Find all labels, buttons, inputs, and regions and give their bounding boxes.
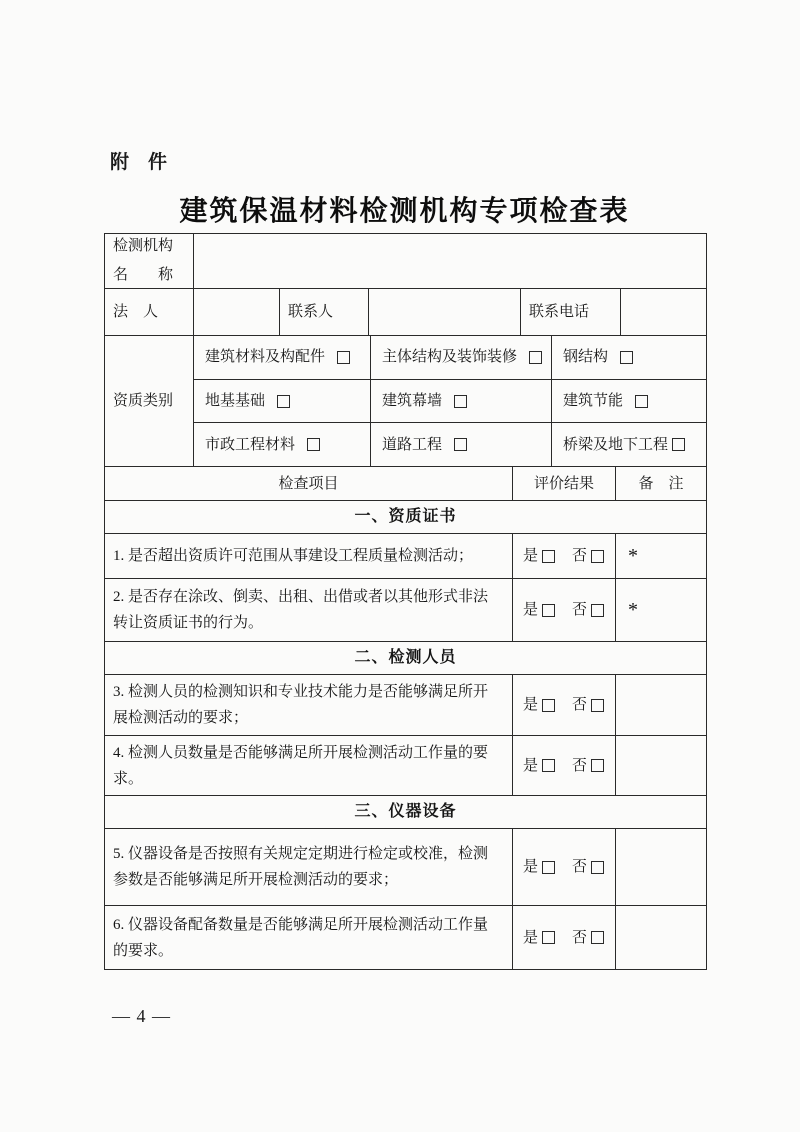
checkbox-icon [337, 351, 350, 364]
legal-person-field [194, 289, 280, 336]
inspection-form-table [104, 233, 707, 970]
page-number: — 4 — [112, 1006, 171, 1026]
item-text: 1. 是否超出资质许可范围从事建设工程质量检测活动； [105, 534, 513, 579]
qualification-options-grid [194, 336, 706, 467]
checkbox-icon [277, 395, 290, 408]
checklist-item-row [105, 675, 706, 736]
qual-option-label: 建筑材料及构配件 [205, 349, 326, 366]
no-checkbox-icon [591, 550, 604, 563]
checkbox-icon [620, 351, 633, 364]
phone-field [621, 289, 706, 336]
yes-checkbox-icon [542, 604, 555, 617]
qual-option-label: 地基基础 [205, 393, 266, 409]
attachment-label: 附 件 [110, 152, 168, 173]
qual-option-label: 钢结构 [563, 349, 609, 366]
yes-label: 是 [523, 929, 539, 946]
no-label: 否 [572, 929, 588, 946]
qual-option [552, 336, 706, 380]
no-checkbox-icon [591, 699, 604, 712]
qual-option [371, 336, 552, 380]
checklist-item-row [105, 829, 706, 906]
section-header-row [105, 796, 706, 829]
result-cell [513, 736, 616, 796]
remark-cell: * [616, 534, 706, 579]
qual-option [194, 336, 371, 380]
remark-cell [616, 675, 706, 736]
yes-checkbox-icon [542, 699, 555, 712]
checkbox-icon [454, 395, 467, 408]
checklist-item-row [105, 579, 706, 642]
qual-option-label: 建筑节能 [563, 393, 624, 409]
remark-cell: * [616, 579, 706, 642]
qual-option-label: 道路工程 [382, 436, 443, 453]
table-row-qualification [105, 336, 706, 467]
result-cell [513, 675, 616, 736]
no-checkbox-icon [591, 604, 604, 617]
result-cell [513, 579, 616, 642]
remark-cell [616, 829, 706, 906]
qual-option [194, 380, 371, 424]
qual-option-label: 市政工程材料 [205, 436, 296, 453]
qual-option [552, 423, 706, 467]
qualification-row-1 [194, 336, 706, 380]
checklist-item-row [105, 534, 706, 579]
no-checkbox-icon [591, 931, 604, 944]
no-label: 否 [572, 757, 588, 774]
no-label: 否 [572, 859, 588, 875]
no-checkbox-icon [591, 861, 604, 874]
yes-label: 是 [523, 548, 539, 564]
checklist-header-row [105, 467, 706, 501]
no-label: 否 [572, 602, 588, 618]
column-header-result: 评价结果 [513, 467, 616, 501]
checklist-item-row [105, 906, 706, 969]
item-text: 4. 检测人员数量是否能够满足所开展检测活动工作量的要求。 [105, 736, 513, 796]
qual-option [371, 423, 552, 467]
item-text: 3. 检测人员的检测知识和专业技术能力是否能够满足所开展检测活动的要求； [105, 675, 513, 736]
org-name-label-line2: 名 称 [113, 267, 174, 283]
checklist-item-row [105, 736, 706, 796]
checkbox-icon [454, 438, 467, 451]
item-text: 2. 是否存在涂改、倒卖、出租、出借或者以其他形式非法转让资质证书的行为。 [105, 579, 513, 642]
yes-label: 是 [523, 602, 539, 618]
yes-label: 是 [523, 757, 539, 774]
section-header-row [105, 501, 706, 534]
table-row-contacts [105, 289, 706, 336]
qualification-row-2 [194, 380, 706, 424]
item-text: 5. 仪器设备是否按照有关规定定期进行检定或校准，检测参数是否能够满足所开展检测活动的要求； [105, 829, 513, 906]
section-header-row [105, 642, 706, 675]
yes-checkbox-icon [542, 861, 555, 874]
column-header-remark: 备 注 [616, 467, 706, 501]
qualification-row-3 [194, 423, 706, 467]
yes-checkbox-icon [542, 759, 555, 772]
checkbox-icon [529, 351, 542, 364]
qual-option [194, 423, 371, 467]
contact-label: 联系人 [280, 289, 369, 336]
no-label: 否 [572, 548, 588, 564]
document-title: 建筑保温材料检测机构专项检查表 [179, 196, 630, 227]
no-label: 否 [572, 697, 588, 713]
qual-option-label: 桥梁及地下工程 [563, 436, 669, 453]
qual-option [552, 380, 706, 424]
qual-option [371, 380, 552, 424]
yes-label: 是 [523, 697, 539, 713]
qualification-label: 资质类别 [105, 336, 194, 467]
org-name-label-line1: 检测机构 [113, 238, 174, 254]
checkbox-icon [635, 395, 648, 408]
result-cell [513, 534, 616, 579]
checkbox-icon [307, 438, 320, 451]
remark-cell [616, 736, 706, 796]
org-name-label [105, 234, 194, 289]
table-row-org-name [105, 234, 706, 289]
contact-field [369, 289, 521, 336]
yes-label: 是 [523, 859, 539, 875]
section-title: 三、仪器设备 [105, 796, 706, 829]
qual-option-label: 建筑幕墙 [382, 393, 443, 409]
section-title: 二、检测人员 [105, 642, 706, 675]
result-cell [513, 829, 616, 906]
item-text: 6. 仪器设备配备数量是否能够满足所开展检测活动工作量的要求。 [105, 906, 513, 969]
yes-checkbox-icon [542, 931, 555, 944]
section-title: 一、资质证书 [105, 501, 706, 534]
no-checkbox-icon [591, 759, 604, 772]
qual-option-label: 主体结构及装饰装修 [382, 349, 518, 366]
checkbox-icon [672, 438, 685, 451]
remark-cell [616, 906, 706, 969]
column-header-item: 检查项目 [105, 467, 513, 501]
yes-checkbox-icon [542, 550, 555, 563]
legal-person-label: 法 人 [105, 289, 194, 336]
phone-label: 联系电话 [521, 289, 621, 336]
result-cell [513, 906, 616, 969]
org-name-field [194, 234, 706, 289]
